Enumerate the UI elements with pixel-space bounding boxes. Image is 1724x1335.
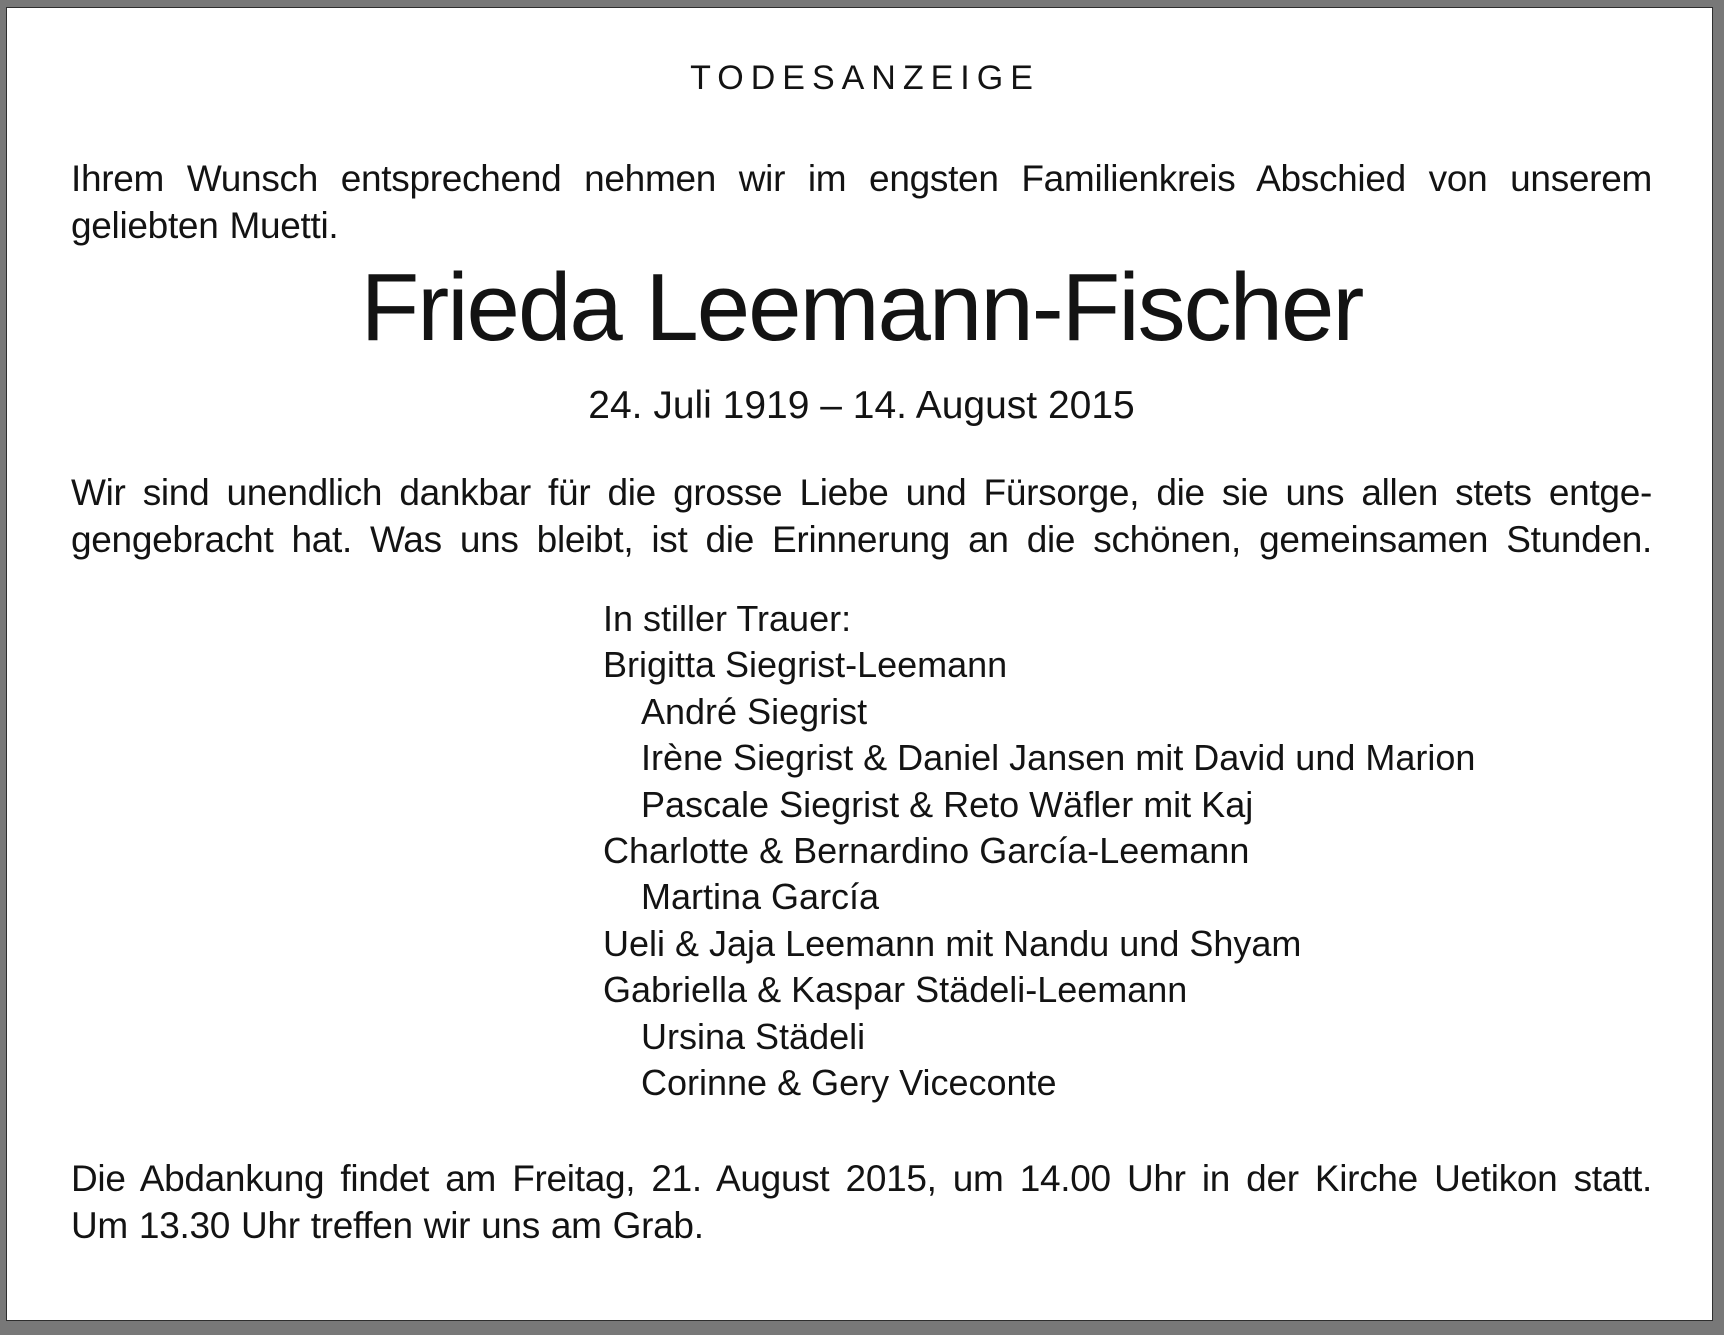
- birth-death-dates: 24. Juli 1919 – 14. August 2015: [588, 384, 1135, 427]
- intro-line: Ihrem Wunsch entsprechend nehmen wir im engsten Familienkreis Abschied von unserem: [71, 158, 1652, 199]
- mourners-list: [71, 596, 1652, 1106]
- mourner-line: Pascale Siegrist & Reto Wäfler mit Kaj: [641, 783, 1254, 825]
- tribute-line: Wir sind unendlich dankbar für die grosse Liebe und Fürsorge, die sie uns allen stets entge-: [71, 472, 1652, 513]
- intro-paragraph: [71, 155, 1652, 249]
- mourners-label: In stiller Trauer:: [603, 598, 852, 639]
- mourner-line: André Siegrist: [641, 690, 868, 732]
- notice-type-heading: TODESANZEIGE: [690, 59, 1040, 97]
- funeral-line: Die Abdankung findet am Freitag, 21. August 2015, um 14.00 Uhr in der Kirche Uetikon statt.: [71, 1158, 1652, 1200]
- mourner-line: Ursina Städeli: [641, 1015, 866, 1057]
- mourner-line: Gabriella & Kaspar Städeli-Leemann: [603, 969, 1188, 1011]
- mourner-line: Irène Siegrist & Daniel Jansen mit David und Marion: [641, 737, 1476, 779]
- mourner-line: Corinne & Gery Viceconte: [641, 1062, 1057, 1104]
- mourner-line: Ueli & Jaja Leemann mit Nandu und Shyam: [603, 922, 1302, 964]
- tribute-line: gengebracht hat. Was uns bleibt, ist die Erinnerung an die schönen, gemeinsamen Stunden.: [71, 519, 1652, 560]
- mourner-line: Martina García: [641, 876, 880, 918]
- intro-line: geliebten Muetti.: [71, 205, 339, 246]
- tribute-paragraph: [71, 469, 1652, 563]
- funeral-info-paragraph: [71, 1155, 1652, 1249]
- funeral-line: Um 13.30 Uhr treffen wir uns am Grab.: [71, 1205, 704, 1247]
- deceased-name: Frieda Leemann-Fischer: [360, 254, 1363, 361]
- mourner-line: Brigitta Siegrist-Leemann: [603, 644, 1008, 686]
- mourner-line: Charlotte & Bernardino García-Leemann: [603, 830, 1250, 872]
- obituary-page: [6, 7, 1713, 1321]
